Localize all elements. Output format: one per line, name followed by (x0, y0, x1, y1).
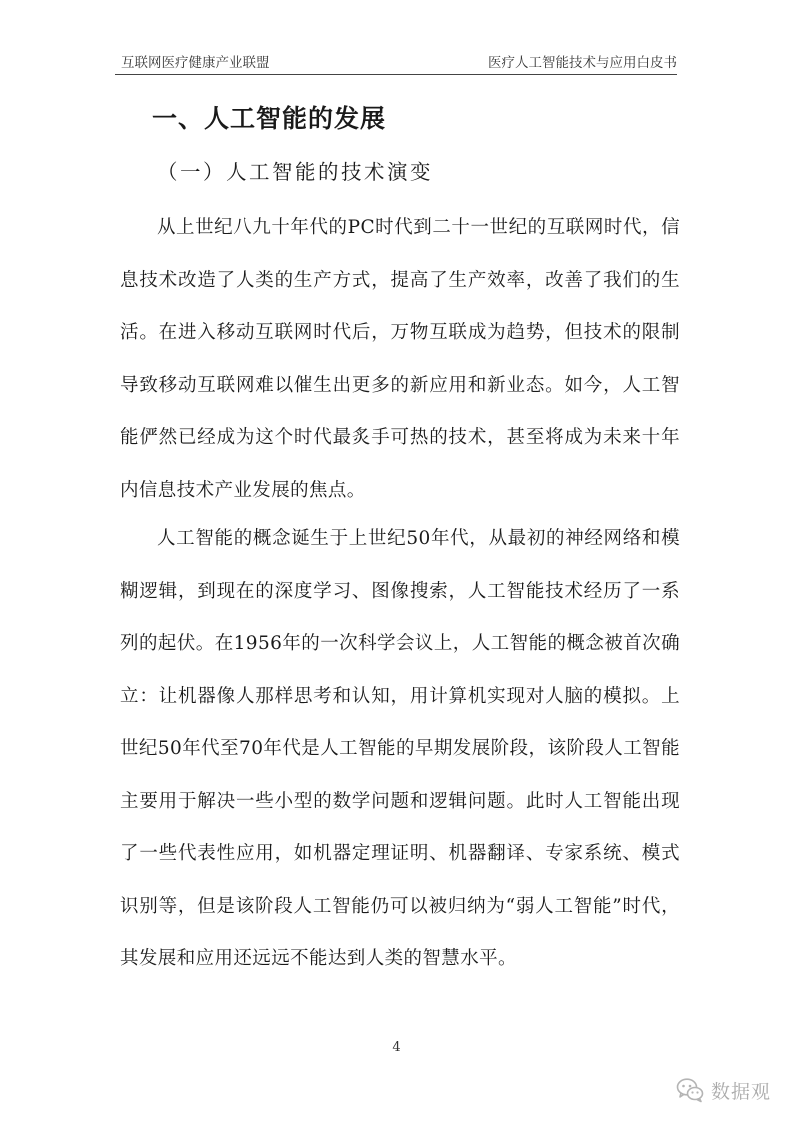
wechat-icon (676, 1077, 704, 1103)
watermark (676, 1075, 771, 1105)
section-title: 一、人工智能的发展 (152, 104, 387, 133)
body-paragraph-1: 从上世纪八九十年代的PC时代到二十一世纪的互联网时代，信息技术改造了人类的生产方式，提高了生产效率，改善了我们的生活。在进入移动互联网时代后，万物互联成为趋势，但技术的限制导致移动互联网难以催生出更多的新应用和新业态。如今，人工智能俨然已经成为这个时代最炙手可热的技术，甚至将成为未来十年内信息技术产业发展的焦点。 (120, 217, 680, 501)
header-rule (115, 74, 677, 75)
body-paragraph-2: 人工智能的概念诞生于上世纪50年代，从最初的神经网络和模糊逻辑，到现在的深度学习、图像搜索，人工智能技术经历了一系列的起伏。在1956年的一次科学会议上，人工智能的概念被首次确立：让机器像人那样思考和认知，用计算机实现对人脑的模拟。上世纪50年代至70年代是人工智能的早期发展阶段，该阶段人工智能主要用于解决一些小型的数学问题和逻辑问题。此时人工智能出现了一些代表性应用，如机器定理证明、机器翻译、专家系统、模式识别等，但是该阶段人工智能仍可以被归纳为“弱人工智能”时代，其发展和应用还远远不能达到人类的智慧水平。 (120, 528, 680, 969)
header-organization: 互联网医疗健康产业联盟 (121, 55, 270, 71)
watermark-text: 数据观 (711, 1080, 772, 1103)
header-document-title: 医疗人工智能技术与应用白皮书 (488, 55, 677, 71)
page-header (115, 49, 677, 71)
page-number: 4 (392, 1040, 401, 1055)
subsection-title: （一）人工智能的技术演变 (157, 160, 433, 184)
